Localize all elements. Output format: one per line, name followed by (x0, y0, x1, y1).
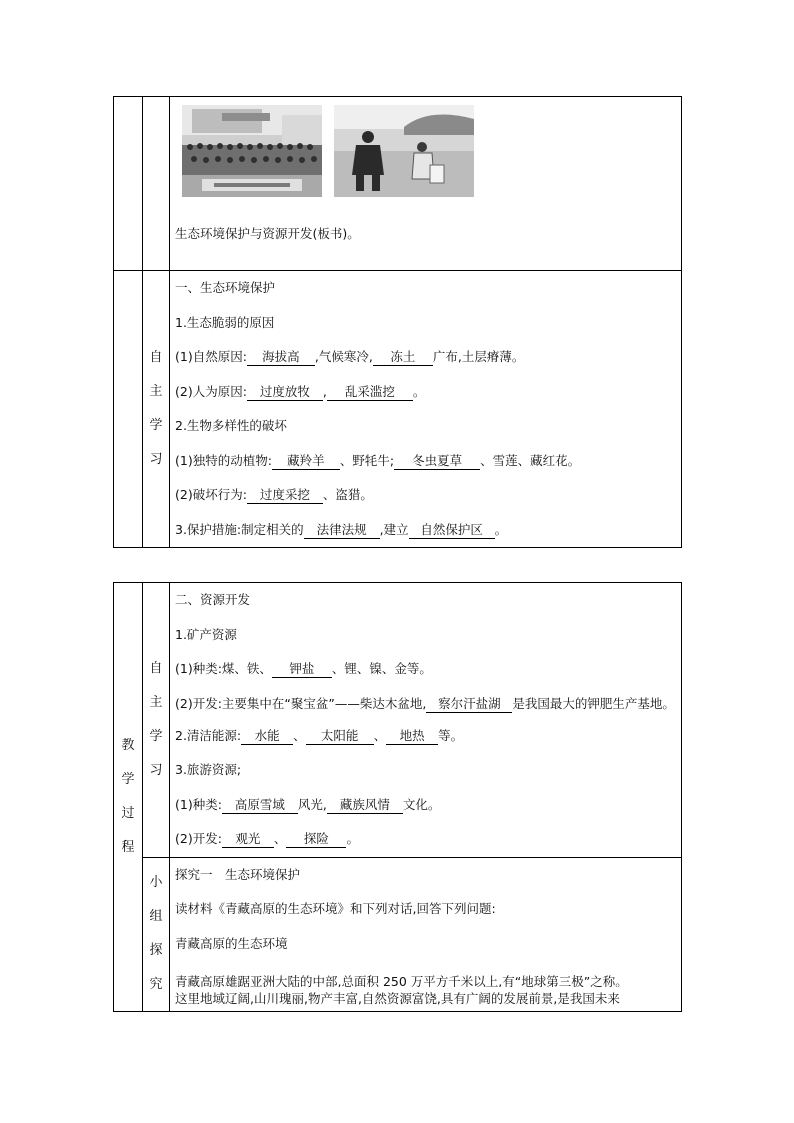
mineral-development-line: (2)开发:主要集中在“聚宝盆”——柴达木盆地, 察尔汗盐湖 是我国最大的钾肥生产基地。 (175, 695, 675, 711)
cleanup-photo-image (334, 105, 474, 197)
subheading-tourism: 3.旅游资源; (175, 762, 242, 777)
answer-blank: 探险 (286, 831, 346, 848)
material-para-2: 这里地域辽阔,山川瑰丽,物产丰富,自然资源富饶,具有广阔的发展前景,是我国未来 (175, 991, 620, 1006)
group-inquiry-label: 小 组 探 究 (143, 857, 170, 1012)
answer-blank: 冬虫夏草 (394, 453, 480, 470)
section-label-cell-top (143, 97, 170, 271)
answer-blank: 太阳能 (306, 728, 374, 745)
heading-resource-dev: 二、资源开发 (175, 592, 251, 607)
outer-label-cell-top (114, 97, 143, 271)
answer-blank: 地热 (386, 728, 438, 745)
destruction-line: (2)破坏行为: 过度采挖 、盗猎。 (175, 487, 373, 502)
lesson-table-top (113, 96, 682, 548)
answer-blank: 察尔汗盐湖 (426, 696, 512, 713)
answer-blank: 水能 (241, 728, 293, 745)
natural-causes-line: (1)自然原因: 海拔高 ,气候寒冷, 冻土 广布,土层瘠薄。 (175, 349, 525, 364)
answer-blank: 钾盐 (272, 661, 332, 678)
board-title: 生态环境保护与资源开发(板书)。 (175, 226, 360, 241)
inquiry-title: 探究一 生态环境保护 (175, 866, 301, 882)
material-para-1: 青藏高原雄踞亚洲大陆的中部,总面积 250 万平方千米以上,有“地球第三极”之称。 (175, 974, 628, 987)
heading-eco-protection: 一、生态环境保护 (175, 280, 276, 295)
human-causes-line: (2)人为原因: 过度放牧 , 乱采滥挖 。 (175, 383, 426, 399)
answer-blank: 观光 (222, 831, 274, 848)
subheading-biodiversity: 2.生物多样性的破坏 (175, 418, 287, 433)
mineral-types-line: (1)种类:煤、铁、 钾盐 、锂、镍、金等。 (175, 661, 432, 676)
subheading-minerals: 1.矿产资源 (175, 626, 237, 642)
self-study-label: 自 主 学 习 (143, 271, 170, 548)
resource-content (170, 583, 682, 858)
answer-blank: 冻土 (373, 349, 433, 366)
group-inquiry-content (170, 857, 682, 1012)
answer-blank: 高原雪域 (222, 797, 298, 814)
answer-blank: 过度采挖 (247, 487, 323, 504)
answer-blank: 藏羚羊 (272, 453, 340, 470)
photo-cell (170, 97, 682, 271)
self-study-label-2: 自 主 学 习 (143, 583, 170, 858)
teaching-process-label: 教 学 过 程 (114, 583, 143, 1012)
clean-energy-line: 2.清洁能源: 水能 、 太阳能 、 地热 等。 (175, 727, 464, 743)
outer-label-cell-top-2 (114, 271, 143, 548)
answer-blank: 过度放牧 (247, 384, 323, 401)
answer-blank: 海拔高 (247, 349, 315, 366)
answer-blank: 藏族风情 (327, 797, 403, 814)
photo-row (175, 97, 679, 219)
protection-measures-line: 3.保护措施:制定相关的 法律法规 ,建立 自然保护区 。 (175, 521, 508, 537)
species-line: (1)独特的动植物: 藏羚羊 、野牦牛; 冬虫夏草 、雪莲、藏红花。 (175, 452, 581, 468)
tourism-types-line: (1)种类: 高原雪域 风光, 藏族风情 文化。 (175, 796, 441, 812)
inquiry-intro: 读材料《青藏高原的生态环境》和下列对话,回答下列问题: (175, 901, 496, 916)
material-subtitle: 青藏高原的生态环境 (175, 935, 288, 951)
answer-blank: 自然保护区 (409, 522, 495, 539)
group-photo-image (182, 105, 322, 197)
subheading-fragility: 1.生态脆弱的原因 (175, 314, 275, 330)
self-study-content (170, 271, 682, 548)
answer-blank: 法律法规 (304, 522, 380, 539)
tourism-development-line: (2)开发: 观光 、 探险 。 (175, 831, 359, 846)
lesson-table-bottom (113, 582, 682, 1012)
answer-blank: 乱采滥挖 (327, 384, 413, 401)
